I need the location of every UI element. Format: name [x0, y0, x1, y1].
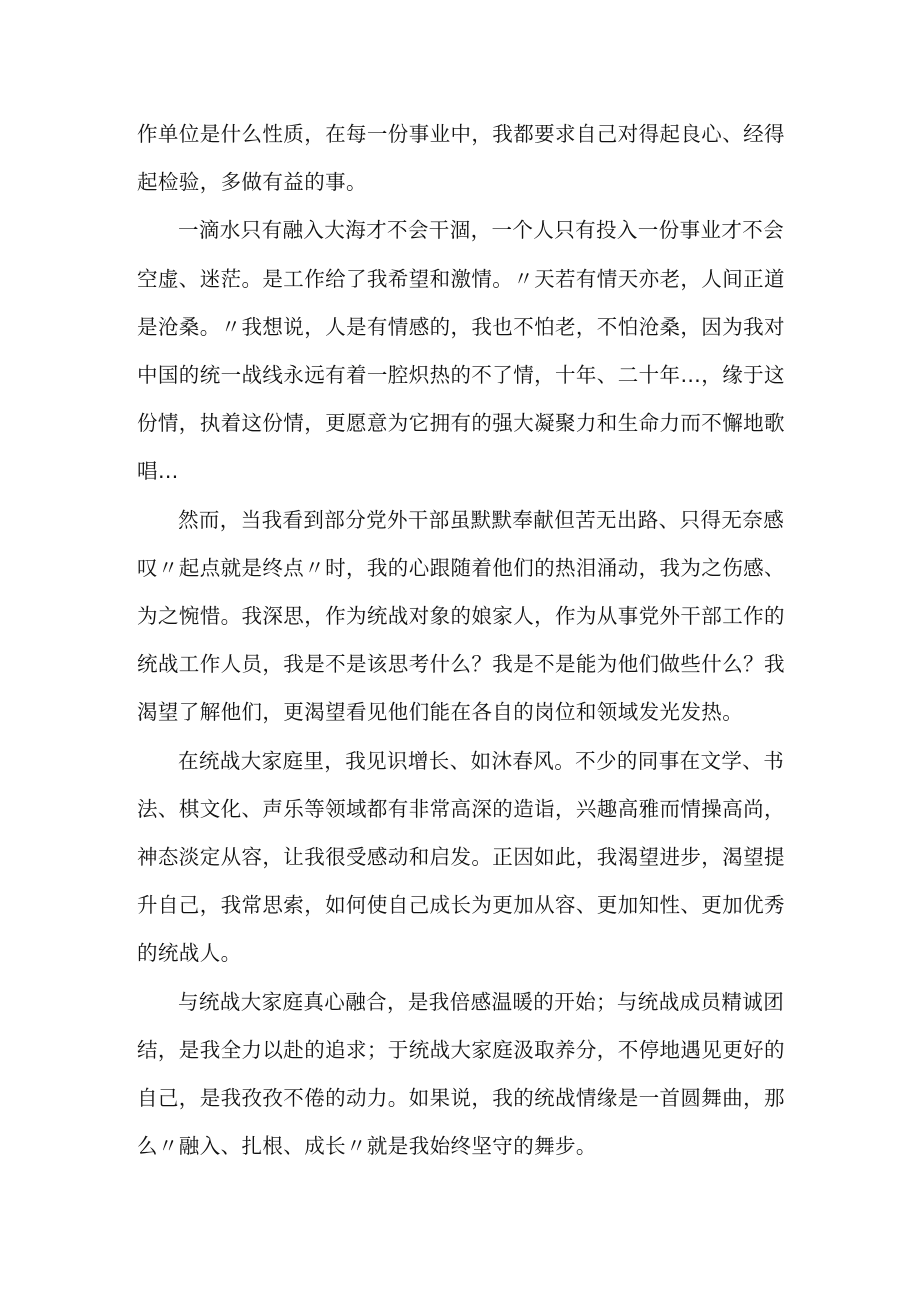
text-line: 叹〃起点就是终点〃时，我的心跟随着他们的热泪涌动，我为之伤感、 [137, 555, 785, 580]
paragraph-5 [137, 978, 785, 1171]
paragraph-3 [137, 496, 785, 737]
text-line: 么〃融入、扎根、成长〃就是我始终坚守的舞步。 [137, 1134, 597, 1159]
paragraph-4 [137, 737, 785, 978]
text-line: 统战工作人员，我是不是该思考什么？我是不是能为他们做些什么？我 [137, 652, 785, 677]
paragraph-1 [137, 110, 785, 206]
text-line: 法、棋文化、声乐等领域都有非常高深的造诣，兴趣高雅而情操高尚， [137, 796, 785, 821]
text-line: 是沧桑。〃我想说，人是有情感的，我也不怕老，不怕沧桑，因为我对 [137, 314, 785, 339]
text-line: 空虚、迷茫。是工作给了我希望和激情。〃天若有情天亦老，人间正道 [137, 266, 785, 291]
text-line: 唱… [137, 459, 179, 484]
text-line: 渴望了解他们，更渴望看见他们能在各自的岗位和领域发光发热。 [137, 700, 744, 725]
text-line: 神态淡定从容，让我很受感动和启发。正因如此，我渴望进步，渴望提 [137, 845, 785, 870]
body-text [137, 110, 785, 1170]
text-line: 然而，当我看到部分党外干部虽默默奉献但苦无出路、只得无奈感 [178, 507, 785, 532]
text-line: 与统战大家庭真心融合，是我倍感温暖的开始；与统战成员精诚团 [178, 989, 785, 1014]
text-line: 升自己，我常思索，如何使自己成长为更加从容、更加知性、更加优秀 [137, 893, 785, 918]
text-line: 的统战人。 [137, 941, 242, 966]
paragraph-2 [137, 206, 785, 495]
text-line: 起检验，多做有益的事。 [137, 170, 367, 195]
text-line: 份情，执着这份情，更愿意为它拥有的强大凝聚力和生命力而不懈地歌 [137, 411, 785, 436]
text-line: 中国的统一战线永远有着一腔炽热的不了情，十年、二十年…，缘于这 [137, 363, 785, 388]
text-line: 一滴水只有融入大海才不会干涸，一个人只有投入一份事业才不会 [178, 218, 785, 243]
text-line: 自己，是我孜孜不倦的动力。如果说，我的统战情缘是一首圆舞曲，那 [137, 1086, 785, 1111]
text-line: 作单位是什么性质，在每一份事业中，我都要求自己对得起良心、经得 [137, 122, 785, 146]
text-line: 为之惋惜。我深思，作为统战对象的娘家人，作为从事党外干部工作的 [137, 604, 785, 629]
text-line: 在统战大家庭里，我见识增长、如沐春风。不少的同事在文学、书 [178, 748, 785, 773]
text-line: 结，是我全力以赴的追求；于统战大家庭汲取养分，不停地遇见更好的 [137, 1037, 785, 1062]
